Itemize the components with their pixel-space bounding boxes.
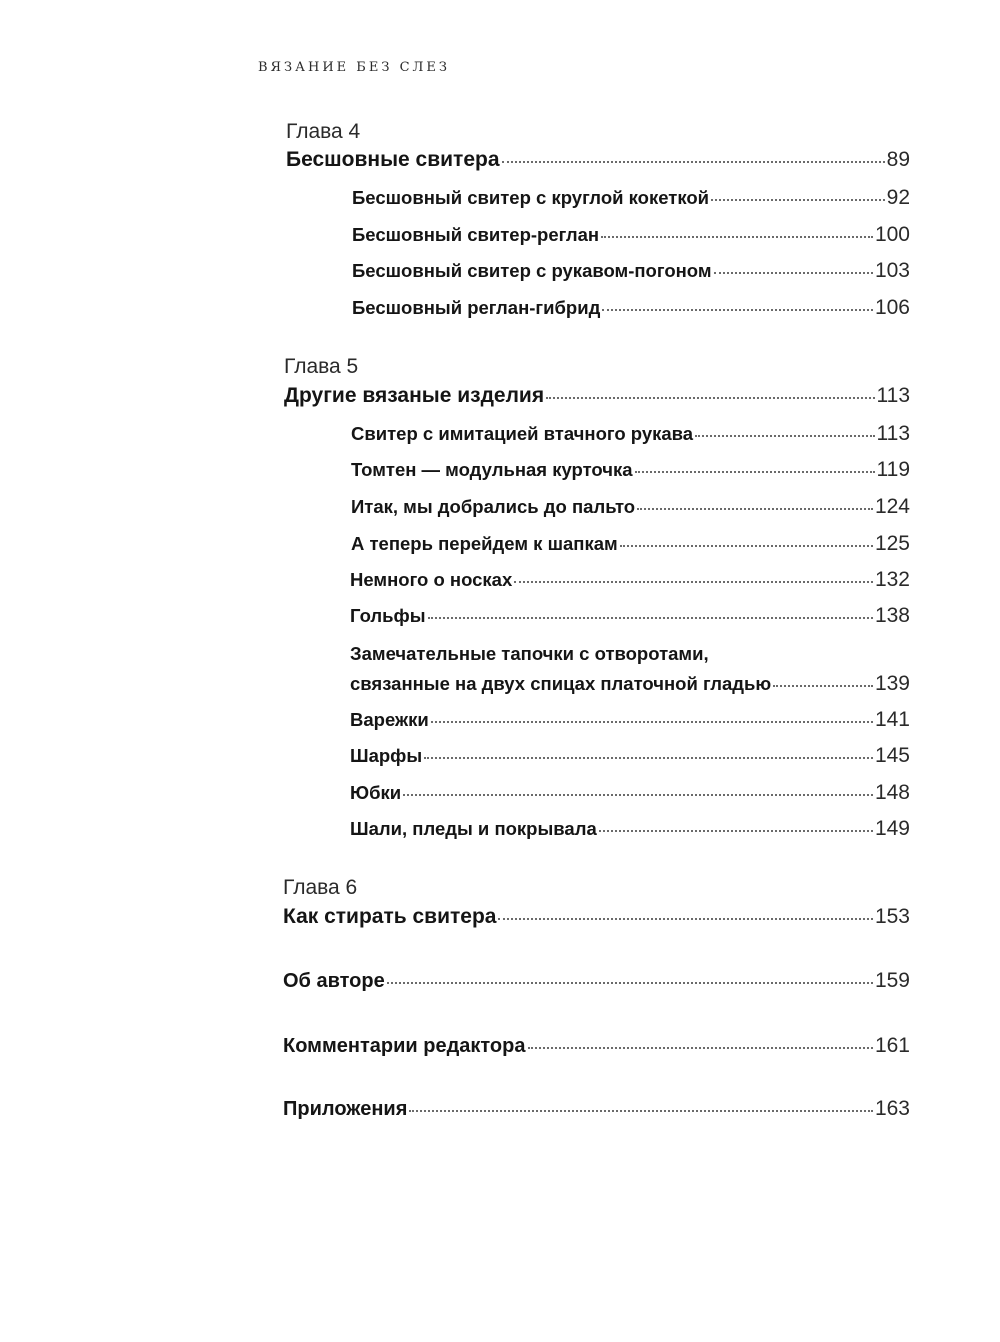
- toc-entry-chapter[interactable]: [284, 384, 910, 408]
- running-head: ВЯЗАНИЕ БЕЗ СЛЕЗ: [258, 60, 450, 75]
- entry-title: Свитер с имитацией втачного рукава: [351, 423, 694, 444]
- dot-leader: [431, 721, 873, 723]
- entry-title: Бесшовный реглан-гибрид: [352, 297, 601, 318]
- dot-leader: [637, 508, 873, 510]
- toc-entry-section[interactable]: [350, 568, 910, 592]
- dot-leader: [514, 581, 873, 583]
- page-number: 139: [874, 672, 910, 695]
- toc-entry-section[interactable]: [351, 532, 910, 556]
- dot-leader: [773, 685, 873, 687]
- toc-entry-section[interactable]: [350, 744, 910, 768]
- entry-title: Комментарии редактора: [283, 1035, 526, 1057]
- page-number: 100: [874, 223, 910, 246]
- page-number: 149: [874, 817, 910, 840]
- dot-leader: [695, 435, 874, 437]
- dot-leader: [602, 309, 873, 311]
- dot-leader: [428, 617, 873, 619]
- entry-title: Гольфы: [350, 605, 426, 626]
- entry-title: Бесшовный свитер с рукавом-погоном: [352, 260, 712, 281]
- toc-entry-section[interactable]: [351, 495, 910, 519]
- dot-leader: [403, 794, 873, 796]
- page-number: 92: [886, 186, 910, 209]
- dot-leader: [528, 1047, 873, 1049]
- toc-entry-section[interactable]: [350, 604, 910, 628]
- entry-title: Бесшовный свитер-реглан: [352, 224, 600, 245]
- page-number: 106: [874, 296, 910, 319]
- toc-entry-editor-comments[interactable]: [283, 1034, 910, 1058]
- dot-leader: [714, 272, 873, 274]
- toc-entry-chapter[interactable]: [286, 148, 910, 172]
- toc-entry-about-author[interactable]: [283, 969, 910, 993]
- toc-entry-section[interactable]: [350, 708, 910, 732]
- page-number: 148: [874, 781, 910, 804]
- dot-leader: [599, 830, 873, 832]
- toc-entry-section[interactable]: [352, 259, 910, 283]
- entry-title: Итак, мы добрались до пальто: [351, 496, 636, 517]
- page-number: 103: [874, 259, 910, 282]
- page-number: 163: [874, 1097, 910, 1120]
- dot-leader: [711, 199, 885, 201]
- toc-entry-section[interactable]: [352, 223, 910, 247]
- toc-entry-section[interactable]: [351, 458, 910, 482]
- page-number: 113: [876, 384, 910, 407]
- dot-leader: [546, 397, 874, 399]
- page-number: 141: [874, 708, 910, 731]
- page-number: 159: [874, 969, 910, 992]
- dot-leader: [424, 757, 873, 759]
- dot-leader: [409, 1110, 873, 1112]
- entry-title: Бесшовный свитер с круглой кокеткой: [352, 187, 710, 208]
- page-number: 113: [876, 422, 910, 445]
- toc-entry-section[interactable]: [350, 672, 910, 696]
- chapter-label: Глава 6: [283, 876, 358, 899]
- chapter-label: Глава 4: [286, 120, 361, 143]
- dot-leader: [620, 545, 873, 547]
- toc-entry-chapter[interactable]: [283, 905, 910, 929]
- toc-entry-section[interactable]: [350, 781, 910, 805]
- dot-leader: [387, 982, 873, 984]
- entry-title: Юбки: [350, 782, 402, 803]
- toc-entry-section[interactable]: [351, 422, 910, 446]
- toc-entry-section[interactable]: [350, 817, 910, 841]
- entry-title: Другие вязаные изделия: [284, 384, 545, 407]
- toc-entry-appendices[interactable]: [283, 1097, 910, 1121]
- entry-title: Бесшовные свитера: [286, 148, 500, 171]
- dot-leader: [498, 918, 872, 920]
- page-number: 89: [886, 148, 910, 171]
- page-number: 153: [874, 905, 910, 928]
- entry-title: Варежки: [350, 709, 429, 730]
- entry-title: Немного о носках: [350, 569, 513, 590]
- entry-title: Шали, пледы и покрывала: [350, 818, 597, 839]
- page-number: 145: [874, 744, 910, 767]
- entry-title-line1: Замечательные тапочки с отворотами,: [350, 643, 709, 664]
- dot-leader: [502, 161, 885, 163]
- page-number: 138: [874, 604, 910, 627]
- page-number: 119: [876, 458, 910, 481]
- page-number: 132: [874, 568, 910, 591]
- chapter-label: Глава 5: [284, 355, 359, 378]
- entry-title: А теперь перейдем к шапкам: [351, 533, 618, 554]
- dot-leader: [601, 236, 873, 238]
- dot-leader: [635, 471, 875, 473]
- entry-title: связанные на двух спицах платочной гладью: [350, 673, 772, 694]
- page-number: 125: [874, 532, 910, 555]
- entry-title: Томтен — модульная курточка: [351, 459, 633, 480]
- page-number: 124: [874, 495, 910, 518]
- entry-title: Приложения: [283, 1098, 408, 1120]
- entry-title: Шарфы: [350, 745, 423, 766]
- entry-title: Об авторе: [283, 970, 385, 992]
- toc-entry-section[interactable]: [352, 296, 910, 320]
- toc-entry-section[interactable]: [352, 186, 910, 210]
- page-number: 161: [874, 1034, 910, 1057]
- entry-title: Как стирать свитера: [283, 905, 497, 928]
